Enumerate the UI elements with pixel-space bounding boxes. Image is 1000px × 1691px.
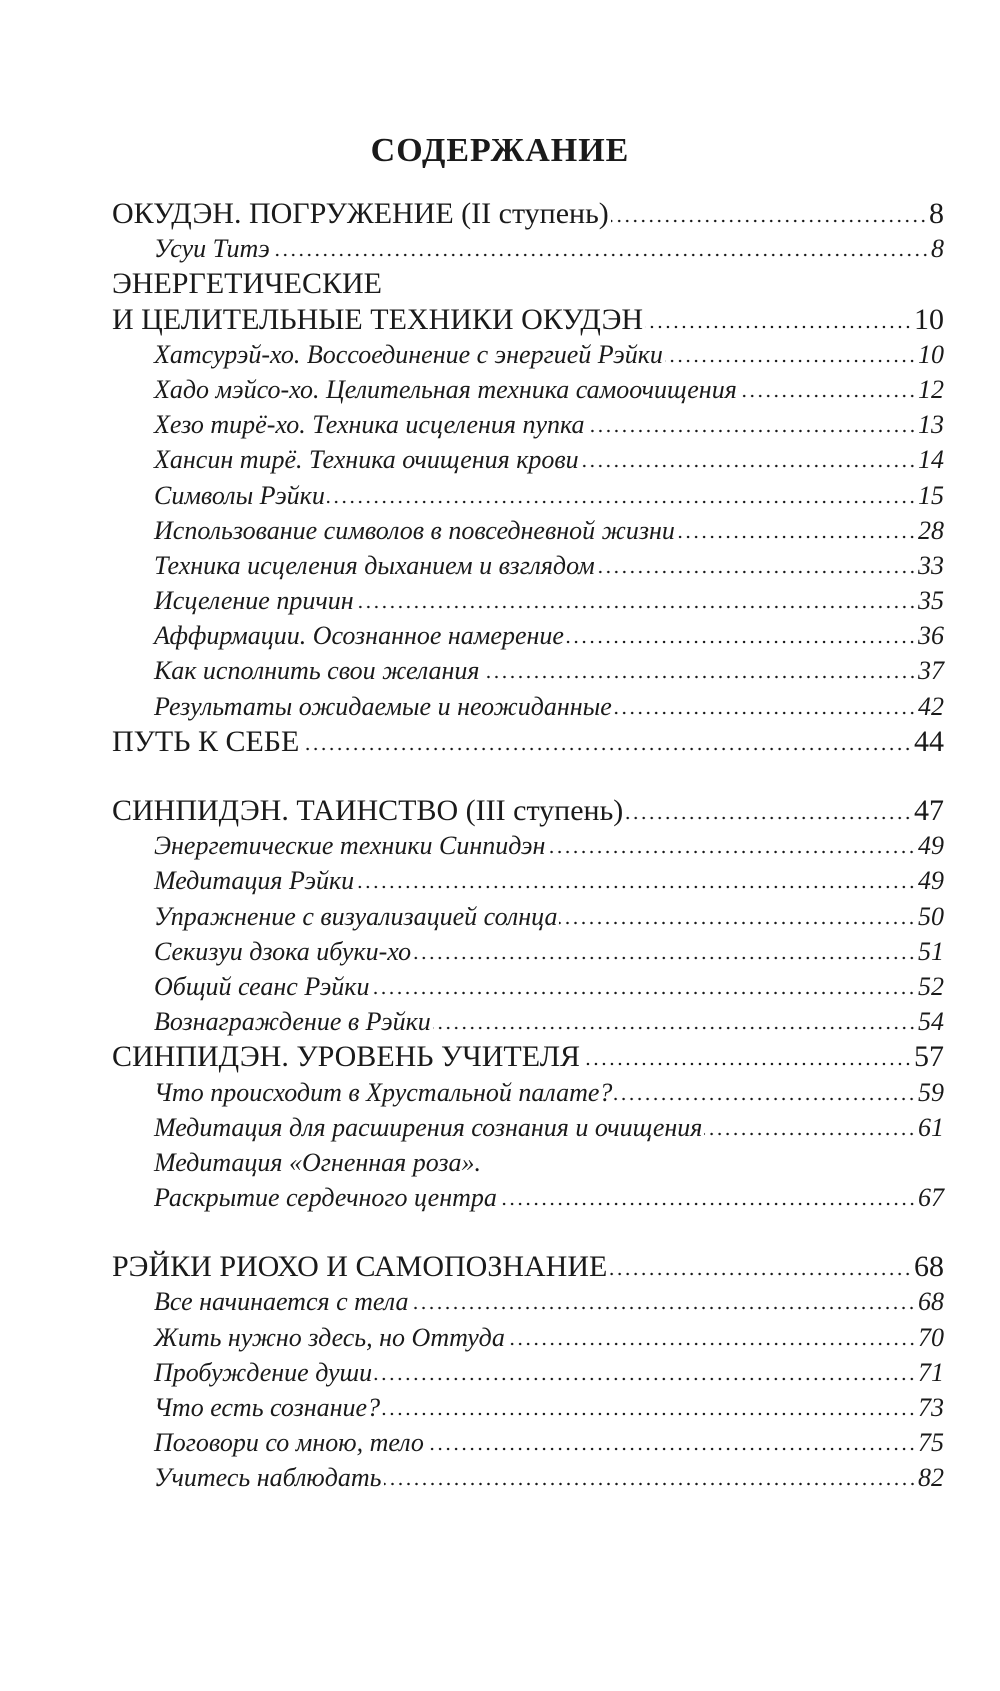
- toc-page-number: 8: [929, 197, 944, 230]
- toc-entry-title: СИНПИДЭН. УРОВЕНЬ УЧИТЕЛЯ: [112, 1040, 581, 1074]
- toc-section-entry: [112, 1249, 944, 1284]
- toc-subentry: [112, 583, 944, 618]
- toc-subentry: [112, 618, 944, 653]
- dot-leader: [433, 1025, 916, 1031]
- toc-entry-title: И ЦЕЛИТЕЛЬНЫЕ ТЕХНИКИ ОКУДЭН: [112, 302, 644, 336]
- dot-leader: [559, 920, 916, 926]
- dot-leader: [356, 884, 916, 890]
- toc-page-number: 13: [918, 410, 944, 440]
- toc-page-number: 36: [918, 621, 944, 651]
- dot-leader: [356, 604, 916, 610]
- toc-entry-title: Хатсурэй-хо. Воссоединение с энергией Рэйки: [154, 339, 663, 369]
- toc-page-number: 35: [918, 586, 944, 616]
- toc-subentry: [112, 478, 944, 513]
- toc-subentry: [112, 1284, 944, 1319]
- toc-entry-title: Секизуи дзока ибуки-хо: [154, 936, 412, 966]
- toc-page-number: 37: [918, 656, 944, 686]
- toc-subentry: [112, 969, 944, 1004]
- toc-entry-title: Поговори со мною, тело: [154, 1428, 424, 1458]
- toc-subentry: [112, 899, 944, 934]
- toc-entry-title: Медитация «Огненная роза».: [154, 1147, 482, 1177]
- toc-subentry: [112, 1460, 944, 1495]
- toc-page-number: 82: [918, 1463, 944, 1493]
- toc-entry-title: ПУТЬ К СЕБЕ: [112, 724, 300, 758]
- toc-entry-title: Хезо тирё-хо. Техника исцеления пупка: [154, 410, 585, 440]
- dot-leader: [507, 1341, 916, 1347]
- dot-leader: [482, 674, 916, 680]
- toc-page-number: 71: [918, 1357, 944, 1387]
- toc-subentry: [112, 548, 944, 583]
- dot-leader: [413, 955, 916, 961]
- toc-entry-title: СИНПИДЭН. ТАИНСТВО (III ступень): [112, 794, 624, 827]
- toc-entry-title: Медитация Рэйки: [154, 866, 355, 896]
- toc-subentry: [112, 689, 944, 724]
- dot-leader: [739, 393, 916, 399]
- toc-page-number: 54: [918, 1007, 944, 1037]
- dot-leader: [645, 324, 912, 330]
- dot-leader: [581, 463, 916, 469]
- dot-leader: [547, 849, 916, 855]
- toc-page-number: 61: [918, 1112, 944, 1142]
- toc-entry-title: Хадо мэйсо-хо. Целительная техника самоочищения: [154, 374, 737, 404]
- toc-page-number: 73: [918, 1393, 944, 1422]
- toc-entry-title: Усуи Титэ: [154, 234, 270, 264]
- toc-page-number: 8: [931, 234, 944, 264]
- toc-entry-title: Аффирмации. Осознанное намерение: [154, 621, 564, 651]
- toc-entry-title: ЭНЕРГЕТИЧЕСКИЕ: [112, 267, 382, 301]
- toc-page-number: 75: [918, 1428, 944, 1458]
- toc-entry-title: Пробуждение души: [154, 1357, 373, 1387]
- toc-subentry: [112, 934, 944, 969]
- toc-entry-title: РЭЙКИ РИОХО И САМОПОЗНАНИЕ: [112, 1250, 608, 1284]
- toc-subentry: [112, 1004, 944, 1039]
- toc-page-number: 10: [914, 302, 944, 336]
- dot-leader: [384, 1481, 917, 1487]
- toc-page-number: 68: [918, 1287, 944, 1317]
- page-title: СОДЕРЖАНИЕ: [370, 132, 630, 169]
- toc-entry-title: Что происходит в Хрустальной палате?: [154, 1077, 613, 1107]
- toc-page-number: 68: [914, 1250, 944, 1284]
- dot-leader: [566, 639, 916, 645]
- dot-leader: [609, 1271, 912, 1277]
- toc-subentry: [112, 828, 944, 863]
- toc-subentry: [112, 653, 944, 688]
- toc-entry-title: Все начинается с тела: [154, 1287, 409, 1317]
- toc-page-number: 28: [918, 515, 944, 545]
- toc-page-number: 57: [914, 1040, 944, 1074]
- toc-page-number: 15: [918, 480, 944, 510]
- dot-leader: [614, 710, 916, 716]
- toc-entry-title: Хансин тирё. Техника очищения крови: [154, 445, 579, 475]
- dot-leader: [665, 358, 916, 364]
- dot-leader: [587, 428, 916, 434]
- dot-leader: [499, 1201, 916, 1207]
- dot-leader: [597, 569, 916, 575]
- toc-subentry: [112, 1390, 944, 1425]
- toc-page-number: 12: [918, 374, 944, 404]
- toc-entry-title: ОКУДЭН. ПОГРУЖЕНИЕ (II ступень): [112, 197, 609, 230]
- toc-page-number: 59: [918, 1077, 944, 1107]
- dot-leader: [272, 252, 929, 258]
- toc-subentry: [112, 337, 944, 372]
- toc-entry-title: Как исполнить свои желания: [154, 656, 480, 686]
- toc-page-number: 50: [918, 901, 944, 931]
- dot-leader: [611, 218, 927, 224]
- toc-section-entry: [112, 724, 944, 759]
- dot-leader: [301, 746, 912, 752]
- dot-leader: [625, 815, 912, 821]
- toc-entry-title: Использование символов в повседневной жизни: [154, 515, 675, 545]
- toc-subentry: [112, 1110, 944, 1145]
- toc-subentry: [112, 513, 944, 548]
- dot-leader: [677, 534, 916, 540]
- toc-entry-title: Медитация для расширения сознания и очищения: [154, 1112, 703, 1142]
- dot-leader: [614, 1096, 916, 1102]
- toc-section-entry: [112, 302, 944, 337]
- toc-page-number: 10: [918, 339, 944, 369]
- toc-page-number: 49: [918, 866, 944, 896]
- toc-subentry: [112, 1355, 944, 1390]
- dot-leader: [327, 499, 916, 505]
- toc-section-entry: [112, 196, 944, 231]
- table-of-contents: [112, 196, 944, 1496]
- toc-entry-title: Учитесь наблюдать: [154, 1463, 382, 1493]
- dot-leader: [704, 1131, 916, 1137]
- toc-subentry: [112, 1425, 944, 1460]
- dot-leader: [426, 1446, 916, 1452]
- toc-page-number: 47: [914, 794, 944, 827]
- dot-leader: [371, 990, 916, 996]
- toc-entry-title: Энергетические техники Синпидэн: [154, 831, 546, 861]
- toc-subentry: [112, 1320, 944, 1355]
- toc-page-number: 33: [918, 550, 944, 580]
- dot-leader: [374, 1376, 916, 1382]
- toc-entry-title: Жить нужно здесь, но Оттуда: [154, 1322, 505, 1352]
- toc-subentry: [112, 231, 944, 266]
- toc-page-number: 49: [918, 831, 944, 861]
- toc-entry-title: Упражнение с визуализацией солнца: [154, 901, 558, 931]
- toc-entry-title: Что есть сознание?: [154, 1393, 381, 1422]
- dot-leader: [582, 1061, 912, 1067]
- toc-entry-title: Исцеление причин: [154, 586, 354, 616]
- toc-page-number: 67: [918, 1183, 944, 1213]
- toc-subentry: [112, 1145, 944, 1180]
- toc-subentry: [112, 1180, 944, 1215]
- toc-subentry: [112, 372, 944, 407]
- toc-page-number: 14: [918, 445, 944, 475]
- toc-page-number: 51: [918, 936, 944, 966]
- toc-entry-title: Техника исцеления дыханием и взглядом: [154, 550, 595, 580]
- toc-subentry: [112, 442, 944, 477]
- toc-entry-title: Вознаграждение в Рэйки: [154, 1007, 431, 1037]
- toc-page-number: 52: [918, 971, 944, 1001]
- toc-entry-title: Результаты ожидаемые и неожиданные: [154, 691, 612, 721]
- toc-section-entry: [112, 1039, 944, 1074]
- toc-subentry: [112, 1075, 944, 1110]
- toc-page-number: 42: [918, 691, 944, 721]
- dot-leader: [410, 1305, 916, 1311]
- toc-subentry: [112, 407, 944, 442]
- toc-page-number: 70: [918, 1322, 944, 1352]
- dot-leader: [382, 1411, 916, 1417]
- toc-entry-title: Общий сеанс Рэйки: [154, 971, 370, 1001]
- toc-subentry: [112, 863, 944, 898]
- toc-entry-title: Раскрытие сердечного центра: [154, 1183, 497, 1213]
- toc-section-entry: [112, 793, 944, 828]
- toc-page-number: 44: [914, 724, 944, 758]
- toc-entry-title: Символы Рэйки: [154, 480, 325, 510]
- toc-section-entry: [112, 266, 944, 301]
